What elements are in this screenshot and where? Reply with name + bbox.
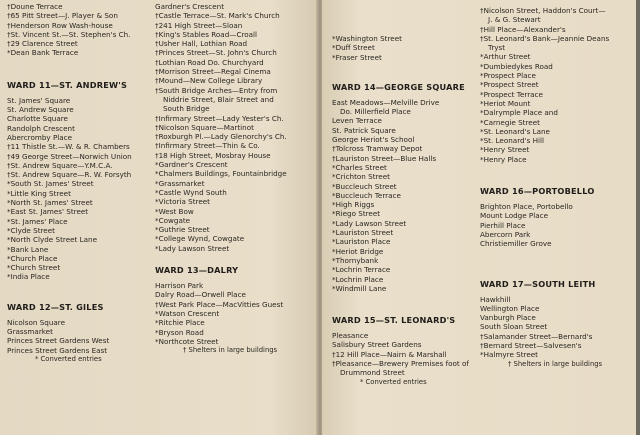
entry-line: Pleasance [332, 331, 369, 341]
entry-line: *Heriot Mount [480, 98, 531, 108]
entry-line: †Usher Hall, Lothian Road [155, 39, 248, 49]
ward-17-list [480, 295, 632, 360]
entry-line: †Salamander Street—Bernard's [480, 331, 593, 341]
entry-line: Tryst [488, 43, 506, 53]
entry-line: *Prospect Street [480, 80, 539, 90]
entry-line: Vanburgh Place [480, 313, 536, 323]
entry-line: *Thornybank [332, 255, 379, 265]
entry-line: *St. James' Place [7, 216, 68, 226]
entry-line: Mount Lodge Place [480, 211, 549, 221]
entry-line: †Nicolson Street, Haddon's Court— [480, 6, 606, 15]
entry-line: Princes Street Gardens West [7, 336, 110, 346]
entry-line: *Washington Street [332, 34, 402, 43]
entry-line: Wellington Place [480, 303, 540, 313]
entry-line: *High Riggs [332, 200, 375, 210]
entry-line: †Mound—New College Library [155, 76, 263, 86]
entry-line: *Prospect Place [480, 71, 536, 81]
entry-line: George Heriot's School [332, 135, 415, 145]
entry-line: †Castle Terrace—St. Mark's Church [155, 11, 280, 21]
ward-15-list [332, 331, 478, 377]
entry-line: East Meadows—Melville Drive [332, 97, 440, 107]
entry-line: *Carnegie Street [480, 117, 540, 127]
ward-12-note: * Converted entries [35, 354, 102, 363]
entry-line: *South St. James' Street [7, 179, 94, 189]
entry-line: *Henry Street [480, 145, 530, 155]
entry-line: †St. Vincent St.—St. Stephen's Ch. [7, 29, 131, 39]
entry-line: St. Andrew Square [7, 105, 74, 115]
entry-line: *West Bow [155, 206, 194, 216]
entry-line: †Tolcross Tramway Depot [332, 144, 423, 154]
entry-line: Christiemiller Grove [480, 239, 552, 249]
entry-line: *St. Leonard's Hill [480, 136, 544, 146]
entry-line: *Halmyre Street [480, 350, 538, 360]
ward-14-list [332, 98, 478, 293]
entry-line: *Fraser Street [332, 52, 382, 62]
entry-line: *Dumbiedykes Road [480, 61, 553, 71]
entry-line: †241 High Street—Sloan [155, 20, 243, 30]
entry-line: Randolph Crescent [7, 123, 75, 133]
entry-line: *Castle Wynd South [155, 187, 227, 197]
entry-line: †Lauriston Street—Blue Halls [332, 153, 437, 163]
entry-line: Gardner's Crescent [155, 2, 225, 11]
entry-line: *Church Place [7, 253, 58, 263]
left-page [0, 0, 318, 435]
entry-line: †South Bridge Arches—Entry from [155, 85, 278, 95]
entry-line: †29 Clarence Street [7, 39, 78, 49]
entry-line: †18 High Street, Mosbray House [155, 150, 271, 160]
entry-line: *Chalmers Buildings, Fountainbridge [155, 169, 287, 179]
entry-line: Abercromby Place [7, 132, 73, 142]
entry-line: *Guthrie Street [155, 225, 210, 235]
entry-line: *Bryson Road [155, 327, 204, 337]
entry-line: J. & G. Stewart [488, 15, 541, 25]
entry-line: *Charles Street [332, 162, 387, 172]
entry-line: *India Place [7, 272, 50, 282]
ward-11-list [7, 96, 155, 282]
entry-line: Pierhill Place [480, 220, 526, 230]
entry-line: Charlotte Square [7, 114, 68, 124]
entry-line: †King's Stables Road—Croall [155, 29, 258, 39]
entry-line: *Dalrymple Place and [480, 108, 558, 118]
entry-line: Abercorn Park [480, 229, 531, 239]
entry-line: †Doune Terrace [7, 2, 63, 11]
entry-line: *Watson Crescent [155, 308, 220, 318]
entry-line: *Lady Lawson Street [155, 243, 230, 253]
entry-line: *Duff Street [332, 43, 375, 53]
ward-16-heading: WARD 16—PORTOBELLO [480, 186, 595, 197]
entry-line: *Bank Lane [7, 244, 49, 254]
entry-line: †Roxburgh Pl.—Lady Glenorchy's Ch. [155, 132, 287, 142]
entry-line: Leven Terrace [332, 116, 382, 126]
ward-14-heading: WARD 14—GEORGE SQUARE [332, 81, 465, 92]
right-column-2 [480, 6, 632, 369]
entry-line: *East St. James' Street [7, 207, 89, 217]
entry-line: *Buccleuch Street [332, 181, 397, 191]
entry-line: †Hill Place—Alexander's [480, 24, 566, 34]
entry-line: Do. Millerfield Place [340, 107, 411, 117]
left-col2-top-list [155, 2, 315, 253]
entry-line: †Infirmary Street—Lady Yester's Ch. [155, 113, 284, 123]
entry-line: *Lochrin Terrace [332, 265, 391, 275]
ward-17-note: † Shelters in large buildings [508, 359, 603, 368]
right-col2-top-list [480, 6, 632, 164]
entry-line: Drummond Street [340, 368, 405, 378]
entry-line: *Dean Bank Terrace [7, 48, 79, 58]
entry-line: *St. Leonard's Lane [480, 126, 550, 136]
entry-line: Salisbury Street Gardens [332, 340, 422, 350]
entry-line: †49 George Street—Norwich Union [7, 151, 132, 161]
ward-15-heading: WARD 15—ST. LEONARD'S [332, 315, 456, 326]
entry-line: †12 Hill Place—Nairn & Marshall [332, 349, 447, 359]
entry-line: *Victoria Street [155, 197, 210, 207]
entry-line: *Grassmarket [155, 178, 205, 188]
entry-line: St. James' Square [7, 95, 71, 105]
ward-13-list [155, 281, 315, 346]
ward-13-note: † Shelters in large buildings [183, 346, 278, 355]
right-col1-top-list [332, 34, 478, 62]
entry-line: †Henderson Row Wash-house [7, 20, 113, 30]
entry-line: *Ritchie Place [155, 318, 205, 328]
entry-line: †St. Andrew Square—R. W. Forsyth [7, 170, 132, 180]
entry-line: *Lochrin Place [332, 274, 384, 284]
right-column-1 [332, 34, 478, 387]
left-column-1 [7, 2, 155, 364]
entry-line: *Lady Lawson Street [332, 218, 407, 228]
entry-line: *Crichton Street [332, 172, 390, 182]
entry-line: *Northcote Street [155, 336, 219, 346]
entry-line: †Infirmary Street—Thin & Co. [155, 141, 260, 151]
entry-line: †Morrison Street—Regal Cinema [155, 67, 271, 77]
ward-17-heading: WARD 17—SOUTH LEITH [480, 278, 596, 289]
entry-line: †St. Leonard's Bank—Jeannie Deans [480, 33, 610, 43]
entry-line: †West Park Place—MacVitties Guest [155, 299, 284, 309]
ward-11-heading: WARD 11—ST. ANDREW'S [7, 79, 128, 90]
entry-line: *Clyde Street [7, 225, 55, 235]
left-column-2 [155, 2, 315, 355]
entry-line: *Arthur Street [480, 52, 531, 62]
entry-line: Brighton Place, Portobello [480, 202, 573, 212]
entry-line: *Buccleuch Terrace [332, 190, 401, 200]
entry-line: *Windmill Lane [332, 283, 387, 293]
entry-line: *Prospect Terrace [480, 89, 543, 99]
entry-line: Dalry Road—Orwell Place [155, 290, 246, 300]
entry-line: *Riego Street [332, 209, 381, 219]
entry-line: Grassmarket [7, 327, 53, 337]
entry-line: Princes Street Gardens East [7, 345, 108, 355]
entry-line: *North St. James' Street [7, 198, 93, 208]
entry-line: †Pleasance—Brewery Premises foot of [332, 359, 469, 369]
ward-13-heading: WARD 13—DALRY [155, 265, 239, 276]
entry-line: †65 Pitt Street—J. Player & Son [7, 11, 118, 21]
ward-15-note: * Converted entries [360, 377, 427, 386]
entry-line: *Henry Place [480, 154, 527, 164]
entry-line: Niddrie Street, Blair Street and [163, 94, 274, 104]
left-col1-top-list [7, 2, 155, 58]
entry-line: Nicolson Square [7, 317, 66, 327]
entry-line: †11 Thistle St.—W. & R. Chambers [7, 142, 130, 152]
entry-line: St. Patrick Square [332, 125, 396, 135]
right-page [322, 0, 636, 435]
entry-line: †Lothian Road Do. Churchyard [155, 57, 264, 67]
entry-line: South Bridge [163, 104, 210, 114]
entry-line: †Princes Street—St. John's Church [155, 48, 277, 58]
entry-line: *Cowgate [155, 215, 191, 225]
entry-line: *Lauriston Place [332, 237, 391, 247]
entry-line: *Lauriston Street [332, 228, 394, 238]
entry-line: *Gardner's Crescent [155, 160, 228, 170]
entry-line: Harrison Park [155, 281, 204, 291]
entry-line: †Nicolson Square—Martinot [155, 122, 254, 132]
entry-line: †St. Andrew Square—Y.M.C.A. [7, 160, 113, 170]
entry-line: †Bernard Street—Salvesen's [480, 341, 582, 351]
entry-line: *College Wynd, Cowgate [155, 234, 245, 244]
entry-line: *Church Street [7, 263, 61, 273]
entry-line: *Little King Street [7, 188, 71, 198]
ward-16-list [480, 202, 632, 248]
entry-line: *North Clyde Street Lane [7, 235, 98, 245]
entry-line: South Sloan Street [480, 322, 548, 332]
entry-line: Hawkhill [480, 294, 511, 304]
ward-12-list [7, 318, 155, 355]
ward-12-heading: WARD 12—ST. GILES [7, 301, 104, 312]
entry-line: *Heriot Bridge [332, 246, 384, 256]
